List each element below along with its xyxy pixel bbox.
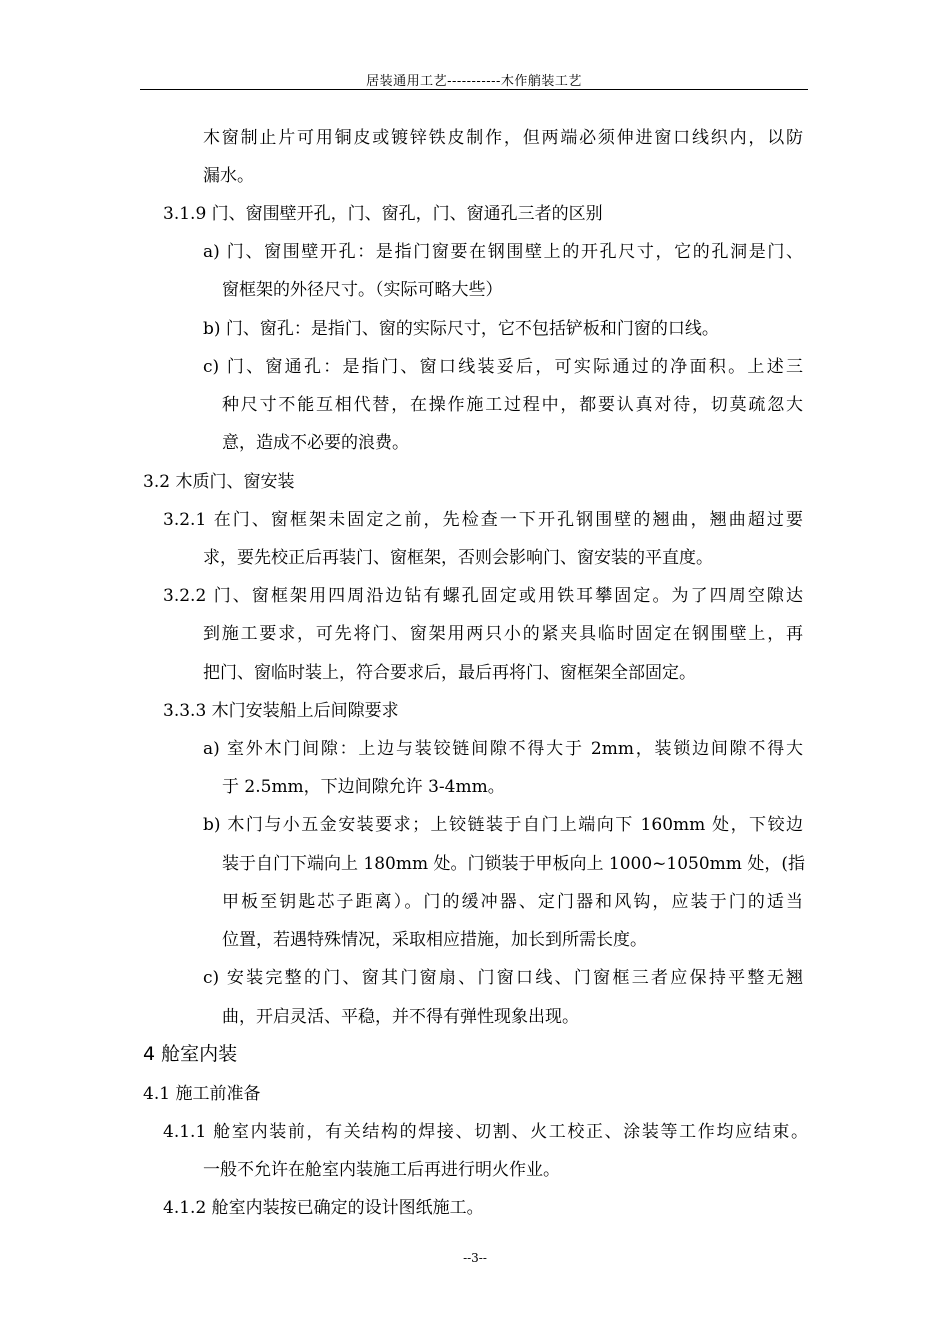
body-line: 意，造成不必要的浪费。 xyxy=(222,433,409,453)
body-line: 于 2.5mm，下边间隙允许 3-4mm。 xyxy=(222,777,505,797)
body-line: 窗框架的外径尺寸。（实际可略大些） xyxy=(222,280,503,300)
body-line: 3.2.2 门、窗框架用四周沿边钻有螺孔固定或用铁耳攀固定。为了四周空隙达 xyxy=(163,586,803,606)
body-line: 曲，开启灵活、平稳，并不得有弹性现象出现。 xyxy=(222,1007,579,1027)
body-line: 3.2.1 在门、窗框架未固定之前，先检查一下开孔钢围壁的翘曲，翘曲超过要 xyxy=(163,510,803,530)
header-rule xyxy=(140,89,808,90)
body-line: 位置，若遇特殊情况，采取相应措施，加长到所需长度。 xyxy=(222,930,647,950)
chapter-heading: 4 舱室内装 xyxy=(143,1043,238,1065)
list-item: c) 门、窗通孔：是指门、窗口线装妥后，可实际通过的净面积。上述三 xyxy=(203,357,803,377)
list-item: b) 门、窗孔：是指门、窗的实际尺寸，它不包括铲板和门窗的口线。 xyxy=(203,319,719,339)
subsection-heading: 3.3.3 木门安装船上后间隙要求 xyxy=(163,701,399,721)
section-heading: 3.2 木质门、窗安装 xyxy=(143,472,295,492)
body-line: 把门、窗临时装上，符合要求后，最后再将门、窗框架全部固定。 xyxy=(203,663,696,683)
running-header: 居装通用工艺-----------木作艄装工艺 xyxy=(366,74,582,89)
list-item: c) 安装完整的门、窗其门窗扇、门窗口线、门窗框三者应保持平整无翘 xyxy=(203,968,803,988)
list-item: b) 木门与小五金安装要求；上铰链装于自门上端向下 160mm 处，下铰边 xyxy=(203,815,803,835)
body-line: 种尺寸不能互相代替，在操作施工过程中，都要认真对待，切莫疏忽大 xyxy=(222,395,803,415)
subsection-heading: 3.1.9 门、窗围壁开孔，门、窗孔，门、窗通孔三者的区别 xyxy=(163,204,603,224)
page-number: --3-- xyxy=(463,1251,487,1265)
body-line: 漏水。 xyxy=(203,166,254,186)
body-line: 4.1.1 舱室内装前，有关结构的焊接、切割、火工校正、涂装等工作均应结束。 xyxy=(163,1122,808,1142)
body-line: 装于自门下端向上 180mm 处。门锁装于甲板向上 1000~1050mm 处，(指 xyxy=(222,854,805,874)
list-item: a) 门、窗围壁开孔：是指门窗要在钢围壁上的开孔尺寸，它的孔洞是门、 xyxy=(203,242,803,262)
section-heading: 4.1 施工前准备 xyxy=(143,1084,261,1104)
body-line: 木窗制止片可用铜皮或镀锌铁皮制作，但两端必须伸进窗口线织内，以防 xyxy=(203,128,803,148)
body-line: 求，要先校正后再装门、窗框架，否则会影响门、窗安装的平直度。 xyxy=(203,548,713,568)
body-line: 一般不允许在舱室内装施工后再进行明火作业。 xyxy=(203,1160,560,1180)
list-item: a) 室外木门间隙：上边与装铰链间隙不得大于 2mm，装锁边间隙不得大 xyxy=(203,739,803,759)
body-line: 到施工要求，可先将门、窗架用两只小的紧夹具临时固定在钢围壁上，再 xyxy=(203,624,803,644)
body-line: 4.1.2 舱室内装按已确定的设计图纸施工。 xyxy=(163,1198,484,1218)
body-line: 甲板至钥匙芯子距离）。门的缓冲器、定门器和风钩，应装于门的适当 xyxy=(222,892,803,912)
